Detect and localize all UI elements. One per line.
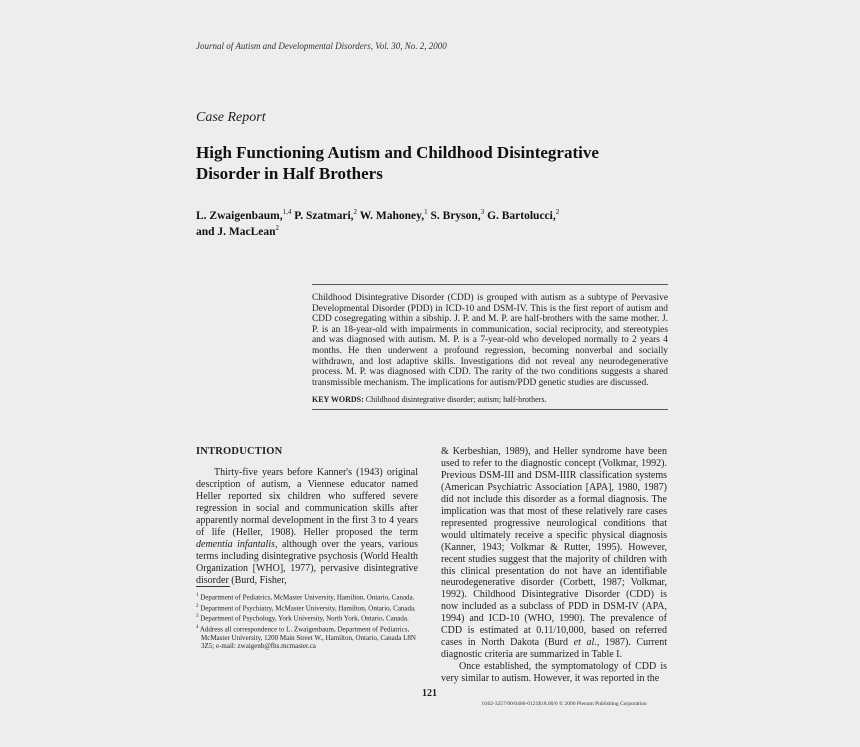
footnote: $^2$ Department of Psychiatry, McMaster University, Hamilton, Ontario, Canada.: [196, 603, 416, 613]
footnote-divider: [196, 586, 230, 587]
footnote: $^1$ Department of Pediatrics, McMaster University, Hamilton, Ontario, Canada.: [196, 593, 415, 602]
abstract-text: Childhood Disintegrative Disorder (CDD) is grouped with autism as a subtype of Pervasive Developmental Disorder (PDD) in ICD-10 and DSM-IV. This is the first report of autism and CDD cosegregating within a sibship. J. P. and M. P. are half-brothers with the same mother. J. P. is an 18-year-old with impairments in communication, social reciprocity, and stereotypies and was diagnosed with autism. M. P. is a 7-year-old who developed normally to 2 years 4 months. He then underwent a profound regression, becoming nonverbal and socially withdrawn, and lost adaptive skills. Investigations did not reveal any neurodegenerative process. M. P. was diagnosed with CDD. The rarity of the two conditions suggests a shared transmissible mechanism. The implications for autism/PDD genetic studies are discussed.: [312, 293, 668, 388]
section-heading-introduction: INTRODUCTION: [196, 446, 283, 457]
page-number: 121: [422, 688, 437, 699]
journal-header: Journal of Autism and Developmental Disorders, Vol. 30, No. 2, 2000: [196, 41, 447, 51]
author-list: [196, 208, 666, 240]
keywords-label: KEY WORDS:: [312, 395, 364, 405]
author: P. Szatmari,$^2$: [294, 208, 358, 222]
author: S. Bryson,$^3$: [430, 208, 485, 222]
copyright-line: 0162-3257/00/0400-0121$18.00/0 © 2000 Plenum Publishing Corporation: [482, 701, 647, 707]
author: W. Mahoney,$^1$: [359, 208, 428, 222]
section-label: Case Report: [196, 110, 266, 125]
keywords-row: [312, 388, 668, 409]
body-column-right: [441, 446, 667, 685]
keywords-text: Childhood disintegrative disorder; autism; half-brothers.: [365, 395, 547, 405]
body-paragraph: Once established, the symptomatology of CDD is very similar to autism. However, it was reported in the: [441, 661, 667, 685]
author: L. Zwaigenbaum,$^{1,4}$: [196, 208, 292, 222]
abstract-block: [312, 284, 668, 410]
article-title: High Functioning Autism and Childhood Disintegrative Disorder in Half Brothers: [196, 143, 599, 183]
footnote: $^4$ Address all correspondence to L. Zwaigenbaum, Department of Pediatrics, McMaster University, 1200 Main Street W., Hamilton, Ontario, Canada L8N 3Z5; e-mail: zwaigenb@fhs.mcmaster.ca: [196, 625, 416, 651]
author: and J. MacLean$^2$: [196, 224, 280, 238]
footnote: $^3$ Department of Psychology, York University, North York, Ontario, Canada.: [196, 614, 409, 623]
body-paragraph: Thirty-five years before Kanner's (1943) original description of autism, a Viennese educator named Heller reported six children who suffered severe regression in social and communication skills after apparently normal development in the first 3 to 4 years of life (Heller, 1908). Heller proposed the term dementia infantalis, although over the years, various terms including disintegrative psychosis (World Health Organization [WHO], 1977), pervasive disintegrative disorder (Burd, Fisher,: [196, 467, 418, 586]
body-column-left: [196, 467, 418, 587]
body-paragraph: & Kerbeshian, 1989), and Heller syndrome have been used to refer to the diagnostic concept (Volkmar, 1992). Previous DSM-III and DSM-IIIR classification systems (American Psychiatric Association [APA], 1980, 1987) did not include this disorder as a formal diagnosis. The implication was that most of these relatively rare cases represented progressive neurological conditions that would ultimately receive a specific physical diagnosis (Kanner, 1943; Volkmar & Rutter, 1995). However, recent studies suggest that the majority of children with this clinical presentation do not have an identifiable neurodegenerative disorder (Corbett, 1987; Volkmar, 1992). Childhood Disintegrative Disorder (CDD) is now included as a subclass of PDD in DSM-IV (APA, 1994) and ICD-10 (WHO, 1990). The prevalence of CDD is estimated at 0.11/10,000, based on referred cases in North Dakota (Burd et al., 1987). Current diagnostic criteria are summarized in Table I.: [441, 446, 667, 661]
footnotes: [196, 592, 420, 652]
author: G. Bartolucci,$^2$: [487, 208, 560, 222]
